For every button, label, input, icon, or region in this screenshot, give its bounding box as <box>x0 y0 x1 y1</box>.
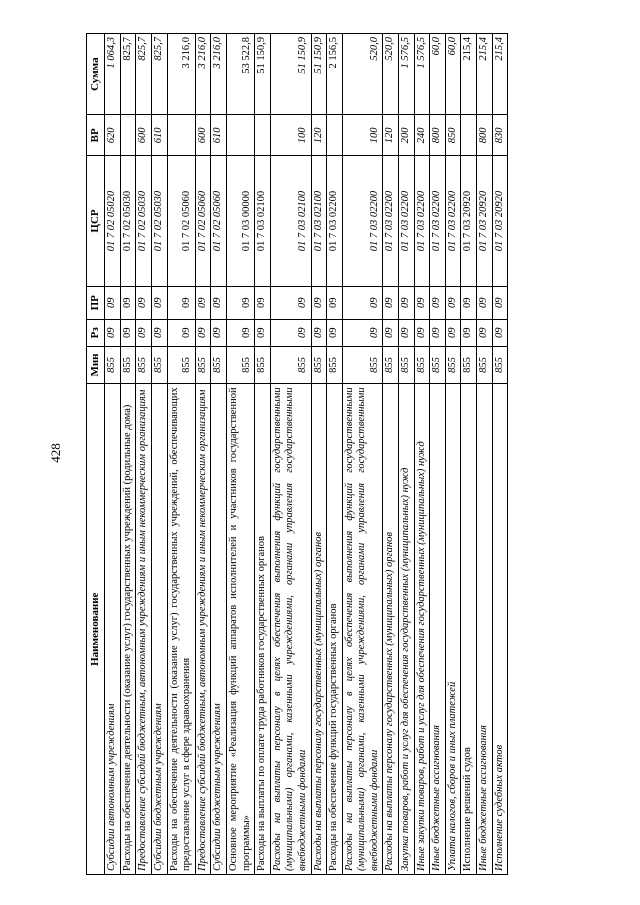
cell-pr: 09 <box>270 286 311 319</box>
cell-rz: 09 <box>477 319 493 346</box>
cell-min: 855 <box>383 346 399 384</box>
cell-name: Субсидии бюджетным учреждениям <box>211 384 227 875</box>
cell-pr: 09 <box>327 286 343 319</box>
cell-rz: 09 <box>430 319 446 346</box>
cell-sum: 60,0 <box>445 34 461 115</box>
cell-csr: 01 7 03 02100 <box>270 156 311 286</box>
cell-name: Расходы на выплаты персоналу в целях обеспечения выполнения функций государственными (муниципальными) органами, казенными учреждениями, органами управления государственными внебюджетными фондами <box>342 384 383 875</box>
cell-min: 855 <box>327 346 343 384</box>
table-row <box>399 34 415 875</box>
cell-sum: 215,4 <box>477 34 493 115</box>
cell-csr: 01 7 02 05030 <box>120 156 136 286</box>
cell-pr: 09 <box>105 286 121 319</box>
header-sum: Сумма <box>87 34 105 115</box>
cell-min: 855 <box>311 346 327 384</box>
table-body <box>105 34 508 875</box>
cell-sum: 3 216,0 <box>211 34 227 115</box>
cell-min: 855 <box>399 346 415 384</box>
table-row <box>492 34 508 875</box>
cell-vr: 830 <box>492 115 508 156</box>
cell-min: 855 <box>461 346 477 384</box>
cell-min: 855 <box>151 346 167 384</box>
cell-csr: 01 7 03 00000 <box>226 156 254 286</box>
cell-sum: 2 156,5 <box>327 34 343 115</box>
cell-name: Предоставление субсидий бюджетным, автономным учреждениям и иным некоммерческим организациям <box>136 384 152 875</box>
cell-name: Уплата налогов, сборов и иных платежей <box>445 384 461 875</box>
table-row <box>105 34 121 875</box>
table-row <box>136 34 152 875</box>
cell-pr: 09 <box>461 286 477 319</box>
table-row <box>461 34 477 875</box>
cell-vr <box>327 115 343 156</box>
cell-pr: 09 <box>414 286 430 319</box>
header-csr: ЦСР <box>87 156 105 286</box>
cell-csr: 01 7 03 20920 <box>492 156 508 286</box>
cell-name: Расходы на обеспечение деятельности (оказание услуг) государственных учреждений, обеспечивающих предоставление услуг в сфере здравоохранения <box>167 384 195 875</box>
cell-csr: 01 7 03 20920 <box>477 156 493 286</box>
cell-min: 855 <box>105 346 121 384</box>
header-vr: ВР <box>87 115 105 156</box>
cell-vr: 620 <box>105 115 121 156</box>
cell-vr <box>461 115 477 156</box>
header-pr: ПР <box>87 286 105 319</box>
cell-rz: 09 <box>342 319 383 346</box>
cell-csr: 01 7 03 02100 <box>255 156 271 286</box>
cell-rz: 09 <box>445 319 461 346</box>
cell-pr: 09 <box>136 286 152 319</box>
cell-rz: 09 <box>120 319 136 346</box>
cell-name: Расходы на выплаты персоналу в целях обеспечения выполнения функций государственными (муниципальными) органами, казенными учреждениями, органами управления государственными внебюджетными фондами <box>270 384 311 875</box>
cell-name: Расходы на выплаты персоналу государственных (муниципальных) органов <box>383 384 399 875</box>
cell-sum: 520,0 <box>383 34 399 115</box>
cell-sum: 825,7 <box>151 34 167 115</box>
cell-pr: 09 <box>383 286 399 319</box>
cell-rz: 09 <box>383 319 399 346</box>
cell-vr <box>255 115 271 156</box>
cell-pr: 09 <box>311 286 327 319</box>
cell-min: 855 <box>255 346 271 384</box>
cell-name: Расходы на выплаты по оплате труда работников государственных органов <box>255 384 271 875</box>
cell-csr: 01 7 02 05030 <box>136 156 152 286</box>
header-name: Наименование <box>87 384 105 875</box>
cell-min: 855 <box>120 346 136 384</box>
table-row <box>414 34 430 875</box>
cell-name: Расходы на обеспечение функций государственных органов <box>327 384 343 875</box>
cell-min: 855 <box>477 346 493 384</box>
cell-sum: 825,7 <box>136 34 152 115</box>
cell-rz: 09 <box>136 319 152 346</box>
cell-csr: 01 7 03 02200 <box>445 156 461 286</box>
cell-rz: 09 <box>226 319 254 346</box>
cell-min: 855 <box>195 346 211 384</box>
cell-rz: 09 <box>492 319 508 346</box>
page-number: 428 <box>48 443 63 463</box>
cell-rz: 09 <box>399 319 415 346</box>
cell-vr: 240 <box>414 115 430 156</box>
cell-name: Иные бюджетные ассигнования <box>430 384 446 875</box>
cell-rz: 09 <box>105 319 121 346</box>
cell-pr: 09 <box>151 286 167 319</box>
cell-pr: 09 <box>195 286 211 319</box>
cell-pr: 09 <box>255 286 271 319</box>
cell-vr <box>167 115 195 156</box>
cell-sum: 1 576,5 <box>399 34 415 115</box>
rotated-table-wrapper <box>86 33 611 875</box>
table-row <box>327 34 343 875</box>
cell-vr: 100 <box>270 115 311 156</box>
cell-name: Исполнение решений судов <box>461 384 477 875</box>
table-row <box>270 34 311 875</box>
cell-pr: 09 <box>342 286 383 319</box>
cell-csr: 01 7 03 20920 <box>461 156 477 286</box>
cell-rz: 09 <box>414 319 430 346</box>
cell-csr: 01 7 03 02200 <box>430 156 446 286</box>
cell-rz: 09 <box>270 319 311 346</box>
cell-csr: 01 7 03 02200 <box>414 156 430 286</box>
table-row <box>383 34 399 875</box>
cell-vr: 120 <box>383 115 399 156</box>
cell-min: 855 <box>226 346 254 384</box>
cell-min: 855 <box>342 346 383 384</box>
cell-vr: 850 <box>445 115 461 156</box>
cell-name: Субсидии автономным учреждениям <box>105 384 121 875</box>
cell-min: 855 <box>270 346 311 384</box>
cell-rz: 09 <box>311 319 327 346</box>
cell-name: Иные закупки товаров, работ и услуг для обеспечения государственных (муниципальных) нужд <box>414 384 430 875</box>
table-row <box>342 34 383 875</box>
cell-sum: 51 150,9 <box>311 34 327 115</box>
budget-table <box>86 33 508 875</box>
cell-csr: 01 7 02 05060 <box>195 156 211 286</box>
cell-vr <box>226 115 254 156</box>
cell-rz: 09 <box>211 319 227 346</box>
header-min: Мин <box>87 346 105 384</box>
cell-vr: 600 <box>195 115 211 156</box>
cell-sum: 520,0 <box>342 34 383 115</box>
cell-sum: 215,4 <box>492 34 508 115</box>
table-row <box>226 34 254 875</box>
table-row <box>211 34 227 875</box>
cell-min: 855 <box>430 346 446 384</box>
cell-vr <box>120 115 136 156</box>
cell-min: 855 <box>492 346 508 384</box>
cell-sum: 3 216,0 <box>195 34 211 115</box>
cell-csr: 01 7 03 02200 <box>399 156 415 286</box>
table-row <box>430 34 446 875</box>
cell-rz: 09 <box>255 319 271 346</box>
cell-vr: 800 <box>430 115 446 156</box>
cell-rz: 09 <box>151 319 167 346</box>
cell-min: 855 <box>445 346 461 384</box>
cell-vr: 100 <box>342 115 383 156</box>
cell-sum: 51 150,9 <box>255 34 271 115</box>
cell-pr: 09 <box>430 286 446 319</box>
cell-min: 855 <box>136 346 152 384</box>
cell-sum: 53 522,8 <box>226 34 254 115</box>
cell-pr: 09 <box>399 286 415 319</box>
cell-csr: 01 7 02 05060 <box>211 156 227 286</box>
table-row <box>120 34 136 875</box>
table-row <box>195 34 211 875</box>
cell-csr: 01 7 03 02200 <box>342 156 383 286</box>
cell-sum: 60,0 <box>430 34 446 115</box>
cell-min: 855 <box>167 346 195 384</box>
cell-vr: 600 <box>136 115 152 156</box>
cell-vr: 610 <box>151 115 167 156</box>
cell-pr: 09 <box>477 286 493 319</box>
header-rz: Рз <box>87 319 105 346</box>
table-row <box>477 34 493 875</box>
cell-vr: 120 <box>311 115 327 156</box>
cell-sum: 1 064,3 <box>105 34 121 115</box>
cell-min: 855 <box>414 346 430 384</box>
cell-csr: 01 7 02 05030 <box>151 156 167 286</box>
table-header-row <box>87 34 105 875</box>
cell-name: Иные бюджетные ассигнования <box>477 384 493 875</box>
cell-name: Закупка товаров, работ и услуг для обеспечения государственных (муниципальных) нужд <box>399 384 415 875</box>
cell-sum: 215,4 <box>461 34 477 115</box>
table-row <box>167 34 195 875</box>
table-row <box>311 34 327 875</box>
cell-name: Исполнение судебных актов <box>492 384 508 875</box>
cell-sum: 51 150,9 <box>270 34 311 115</box>
table-row <box>255 34 271 875</box>
table-row <box>151 34 167 875</box>
cell-rz: 09 <box>195 319 211 346</box>
cell-vr: 800 <box>477 115 493 156</box>
cell-pr: 09 <box>167 286 195 319</box>
cell-rz: 09 <box>461 319 477 346</box>
cell-sum: 3 216,0 <box>167 34 195 115</box>
cell-pr: 09 <box>492 286 508 319</box>
cell-name: Расходы на обеспечение деятельности (оказание услуг) государственных учреждений (родильные дома) <box>120 384 136 875</box>
cell-csr: 01 7 02 05060 <box>167 156 195 286</box>
cell-vr: 610 <box>211 115 227 156</box>
cell-name: Расходы на выплаты персоналу государственных (муниципальных) органов <box>311 384 327 875</box>
cell-rz: 09 <box>327 319 343 346</box>
table-row <box>445 34 461 875</box>
cell-pr: 09 <box>445 286 461 319</box>
cell-min: 855 <box>211 346 227 384</box>
cell-csr: 01 7 03 02100 <box>311 156 327 286</box>
cell-pr: 09 <box>211 286 227 319</box>
cell-name: Субсидии бюджетным учреждениям <box>151 384 167 875</box>
cell-csr: 01 7 03 02200 <box>383 156 399 286</box>
cell-name: Предоставление субсидий бюджетным, автономным учреждениям и иным некоммерческим организациям <box>195 384 211 875</box>
cell-name: Основное мероприятие «Реализация функций аппаратов исполнителей и участников государственной программы» <box>226 384 254 875</box>
cell-rz: 09 <box>167 319 195 346</box>
cell-sum: 1 576,5 <box>414 34 430 115</box>
cell-pr: 09 <box>120 286 136 319</box>
cell-vr: 200 <box>399 115 415 156</box>
cell-sum: 825,7 <box>120 34 136 115</box>
cell-csr: 01 7 03 02200 <box>327 156 343 286</box>
cell-csr: 01 7 02 05020 <box>105 156 121 286</box>
cell-pr: 09 <box>226 286 254 319</box>
